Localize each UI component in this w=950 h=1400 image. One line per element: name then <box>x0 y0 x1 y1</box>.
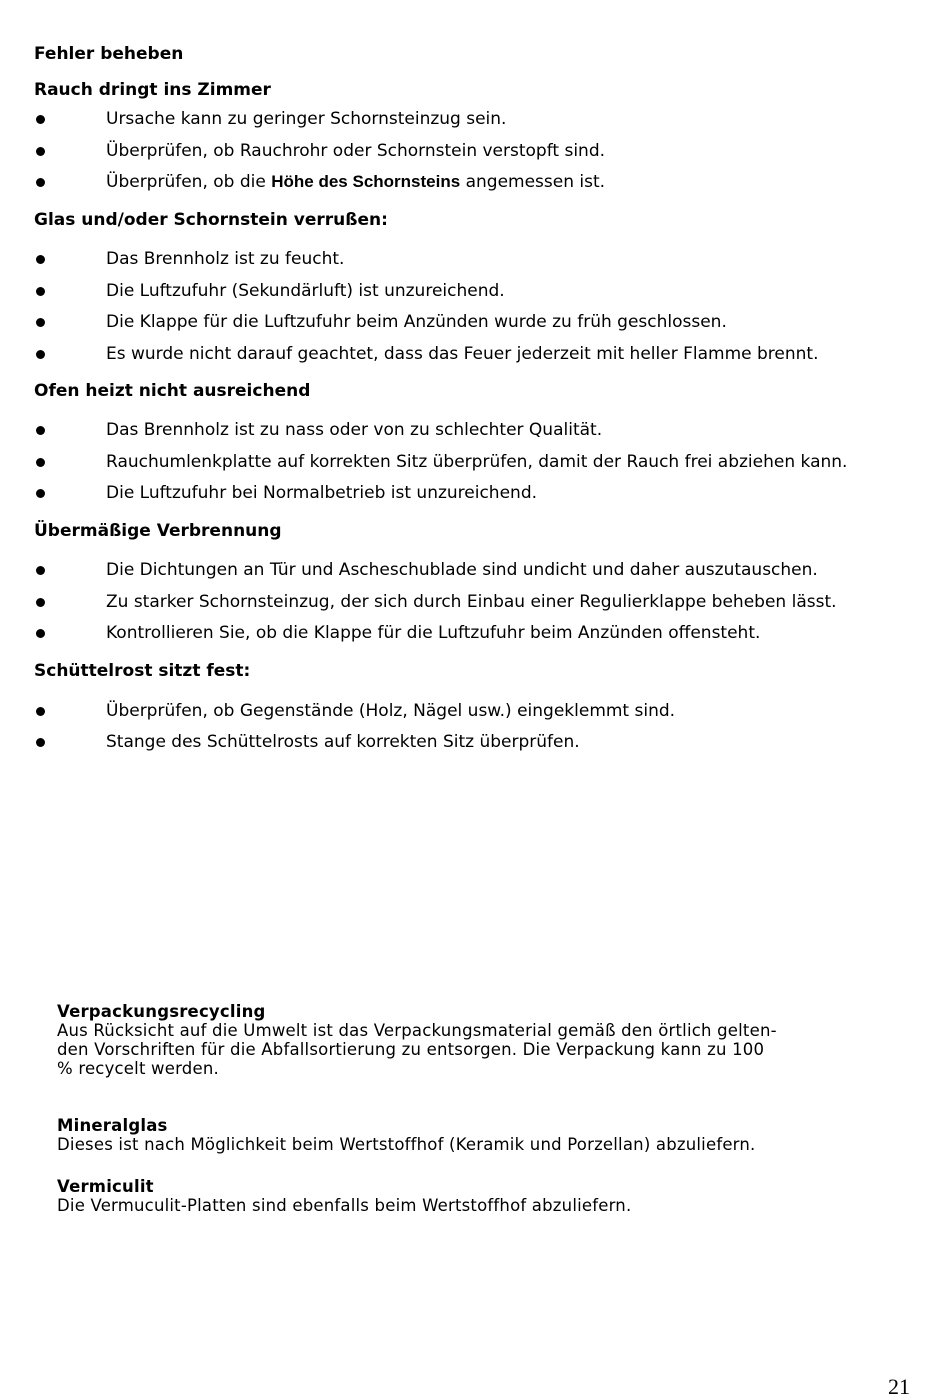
list-item-text: Die Dichtungen an Tür und Ascheschublade sind undicht und daher auszutauschen. <box>106 560 818 580</box>
list-item <box>34 108 914 132</box>
section-heading-combustion: Übermäßige Verbrennung <box>34 521 282 541</box>
recycling-title: Mineralglas <box>57 1116 168 1135</box>
section-heading-heating: Ofen heizt nicht ausreichend <box>34 381 311 401</box>
recycling-text: Dieses ist nach Möglichkeit beim Wertstoffhof (Keramik und Porzellan) abzuliefern. <box>57 1135 756 1154</box>
list-item-text: Das Brennholz ist zu nass oder von zu schlechter Qualität. <box>106 420 603 440</box>
bullet-icon <box>36 738 45 747</box>
section-heading-grate: Schüttelrost sitzt fest: <box>34 661 251 681</box>
bullet-icon <box>36 147 45 156</box>
list-item <box>34 311 914 335</box>
page-title: Fehler beheben <box>34 44 184 64</box>
list-item-text-bold: Höhe des Schornsteins <box>271 172 461 191</box>
bullet-icon <box>36 178 45 187</box>
recycling-title: Verpackungsrecycling <box>57 1002 266 1021</box>
list-item <box>34 591 914 615</box>
list-item <box>34 248 914 272</box>
page-number: 21 <box>888 1374 910 1399</box>
list-item <box>34 343 914 367</box>
bullet-icon <box>36 426 45 435</box>
bullet-icon <box>36 566 45 575</box>
recycling-packaging <box>57 1002 857 1078</box>
list-item-text: Die Luftzufuhr (Sekundärluft) ist unzureichend. <box>106 281 505 301</box>
list-item <box>34 622 914 646</box>
bullet-icon <box>36 707 45 716</box>
bullet-icon <box>36 287 45 296</box>
bullet-icon <box>36 458 45 467</box>
list-item-text: Überprüfen, ob Rauchrohr oder Schornstein verstopft sind. <box>106 141 606 161</box>
list-item <box>34 559 914 583</box>
list-item-text-post: angemessen ist. <box>460 172 606 192</box>
bullet-icon <box>36 598 45 607</box>
list-item-text: Zu starker Schornsteinzug, der sich durch Einbau einer Regulierklappe beheben lässt. <box>106 592 837 612</box>
list-item-text: Das Brennholz ist zu feucht. <box>106 249 345 269</box>
list-item <box>34 140 914 164</box>
list-item <box>34 171 914 195</box>
list-item-text: Die Klappe für die Luftzufuhr beim Anzünden wurde zu früh geschlossen. <box>106 312 727 332</box>
list-item-text-pre: Überprüfen, ob die <box>106 172 272 192</box>
recycling-text: Aus Rücksicht auf die Umwelt ist das Verpackungsmaterial gemäß den örtlich gelten- den Vorschriften für die Abfallsortierung zu entsorgen. Die Verpackung kann zu 100 % recycelt werden. <box>57 1021 777 1078</box>
list-item <box>34 731 914 755</box>
list-item-text: Es wurde nicht darauf geachtet, dass das Feuer jederzeit mit heller Flamme brennt. <box>106 344 819 364</box>
section-heading-smoke: Rauch dringt ins Zimmer <box>34 80 271 100</box>
bullet-icon <box>36 489 45 498</box>
recycling-mineral-glass <box>57 1116 857 1154</box>
list-item <box>34 280 914 304</box>
list-item-text: Stange des Schüttelrosts auf korrekten Sitz überprüfen. <box>106 732 580 752</box>
list-item <box>34 482 914 506</box>
bullet-icon <box>36 629 45 638</box>
section-heading-soot: Glas und/oder Schornstein verrußen: <box>34 210 388 230</box>
list-item <box>34 700 914 724</box>
bullet-icon <box>36 350 45 359</box>
list-item-text: Ursache kann zu geringer Schornsteinzug sein. <box>106 109 507 129</box>
recycling-text: Die Vermuculit-Platten sind ebenfalls beim Wertstoffhof abzuliefern. <box>57 1196 632 1215</box>
bullet-icon <box>36 318 45 327</box>
list-item-text <box>106 171 605 193</box>
list-item-text: Überprüfen, ob Gegenstände (Holz, Nägel usw.) eingeklemmt sind. <box>106 701 676 721</box>
bullet-icon <box>36 255 45 264</box>
bullet-icon <box>36 115 45 124</box>
list-item-text: Rauchumlenkplatte auf korrekten Sitz überprüfen, damit der Rauch frei abziehen kann. <box>106 452 848 472</box>
list-item <box>34 419 914 443</box>
list-item-text: Die Luftzufuhr bei Normalbetrieb ist unzureichend. <box>106 483 538 503</box>
list-item-text: Kontrollieren Sie, ob die Klappe für die Luftzufuhr beim Anzünden offensteht. <box>106 623 761 643</box>
list-item <box>34 451 914 475</box>
recycling-vermiculite <box>57 1177 857 1215</box>
recycling-title: Vermiculit <box>57 1177 154 1196</box>
